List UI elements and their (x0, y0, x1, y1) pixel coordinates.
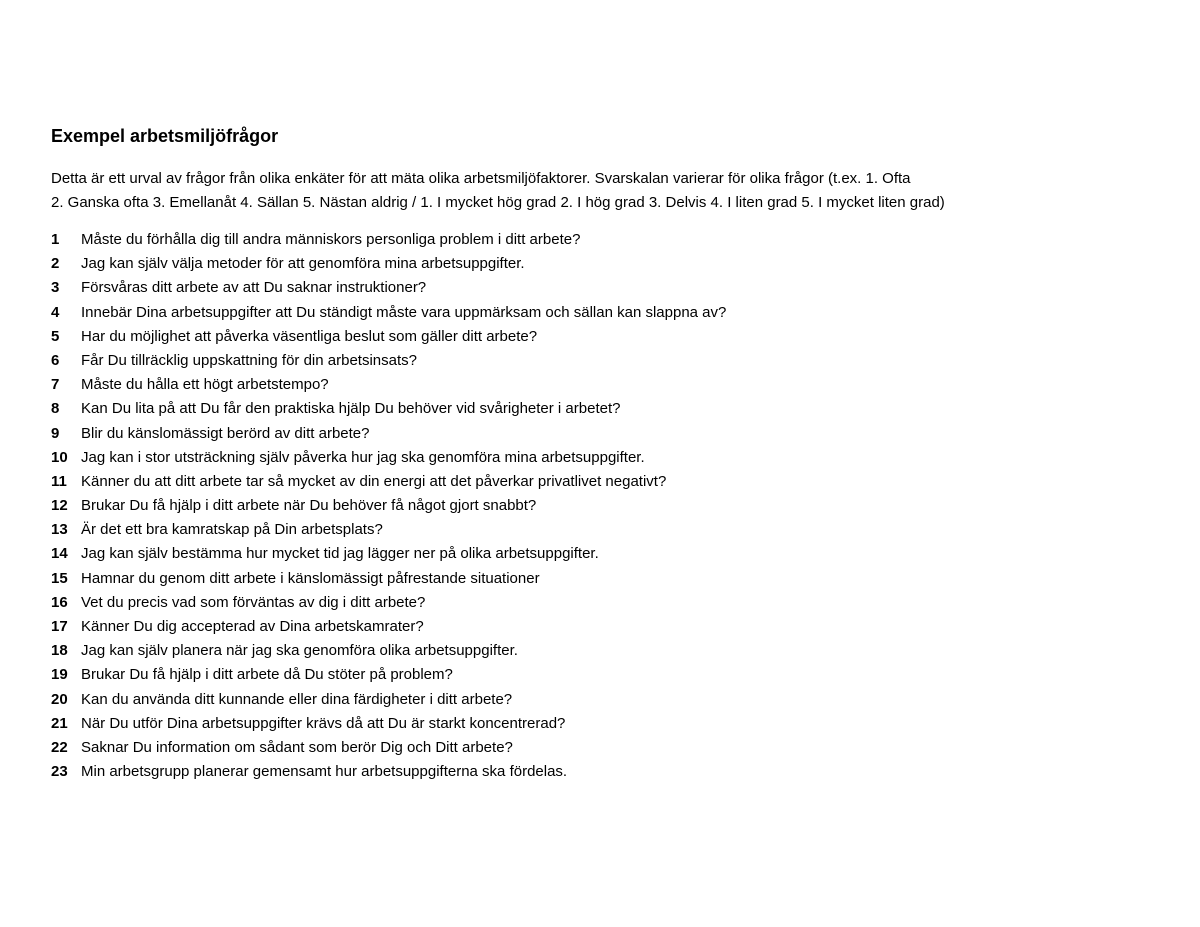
question-item (51, 397, 1161, 421)
question-number: 7 (51, 376, 60, 394)
question-number: 4 (51, 303, 60, 321)
question-item (51, 639, 1161, 663)
question-text: Har du möjlighet att påverka väsentliga beslut som gäller ditt arbete? (81, 327, 538, 345)
question-number: 18 (51, 642, 68, 660)
question-text: Är det ett bra kamratskap på Din arbetsplats? (81, 521, 383, 539)
question-number: 20 (51, 690, 68, 708)
question-item (51, 325, 1161, 349)
question-list (51, 228, 1161, 784)
question-number: 13 (51, 521, 68, 539)
question-item (51, 663, 1161, 687)
question-item (51, 373, 1161, 397)
question-text: Kan Du lita på att Du får den praktiska hjälp Du behöver vid svårigheter i arbetet? (81, 400, 621, 418)
question-item (51, 228, 1161, 252)
question-number: 1 (51, 231, 60, 248)
question-number: 21 (51, 714, 68, 732)
question-text: Jag kan själv planera när jag ska genomföra olika arbetsuppgifter. (81, 642, 518, 660)
question-text: Brukar Du få hjälp i ditt arbete när Du behöver få något gjort snabbt? (81, 497, 537, 515)
question-item (51, 760, 1161, 784)
question-item (51, 494, 1161, 518)
question-item (51, 470, 1161, 494)
question-item (51, 252, 1161, 276)
question-item (51, 736, 1161, 760)
question-number: 8 (51, 400, 60, 418)
question-number: 5 (51, 327, 60, 345)
question-text: Måste du förhålla dig till andra människors personliga problem i ditt arbete? (81, 231, 581, 248)
question-item (51, 301, 1161, 325)
question-item (51, 615, 1161, 639)
question-text: Jag kan själv välja metoder för att genomföra mina arbetsuppgifter. (81, 255, 525, 273)
question-number: 2 (51, 255, 60, 273)
question-number: 11 (51, 472, 67, 490)
question-number: 16 (51, 593, 68, 611)
question-item (51, 518, 1161, 542)
question-text: Hamnar du genom ditt arbete i känslomässigt påfrestande situationer (81, 569, 540, 587)
question-item (51, 446, 1161, 470)
question-item (51, 542, 1161, 566)
question-text: Blir du känslomässigt berörd av ditt arbete? (81, 424, 370, 442)
question-text: Känner Du dig accepterad av Dina arbetskamrater? (81, 618, 424, 635)
question-number: 15 (51, 569, 68, 587)
document-page (51, 124, 1161, 784)
question-number: 22 (51, 738, 68, 756)
question-text: Känner du att ditt arbete tar så mycket av din energi att det påverkar privatlivet negativt? (81, 472, 667, 490)
question-item (51, 688, 1161, 712)
question-text: Försvåras ditt arbete av att Du saknar instruktioner? (81, 279, 427, 297)
question-item (51, 712, 1161, 736)
question-number: 10 (51, 448, 68, 466)
question-item (51, 591, 1161, 615)
question-number: 3 (51, 279, 60, 297)
question-text: Innebär Dina arbetsuppgifter att Du ständigt måste vara uppmärksam och sällan kan slappna av? (81, 303, 727, 321)
question-text: Brukar Du få hjälp i ditt arbete då Du stöter på problem? (81, 666, 453, 684)
question-text: Saknar Du information om sådant som berör Dig och Ditt arbete? (81, 738, 513, 756)
intro-line: Detta är ett urval av frågor från olika enkäter för att mäta olika arbetsmiljöfaktorer. Svarskalan varierar för olika frågor (t.ex. 1. Ofta (51, 170, 911, 187)
question-text: När Du utför Dina arbetsuppgifter krävs då att Du är starkt koncentrerad? (81, 714, 566, 732)
question-item (51, 349, 1161, 373)
question-number: 9 (51, 424, 60, 442)
question-text: Jag kan själv bestämma hur mycket tid jag lägger ner på olika arbetsuppgifter. (81, 545, 599, 563)
question-text: Vet du precis vad som förväntas av dig i ditt arbete? (81, 593, 426, 611)
question-text: Kan du använda ditt kunnande eller dina färdigheter i ditt arbete? (81, 690, 513, 708)
question-item (51, 276, 1161, 300)
question-text: Får Du tillräcklig uppskattning för din arbetsinsats? (81, 351, 417, 369)
question-text: Måste du hålla ett högt arbetstempo? (81, 376, 329, 394)
page-title: Exempel arbetsmiljöfrågor (51, 126, 279, 146)
question-number: 19 (51, 666, 68, 684)
intro-paragraph (51, 167, 1161, 215)
question-number: 6 (51, 351, 60, 369)
question-number: 14 (51, 545, 68, 563)
intro-line: 2. Ganska ofta 3. Emellanåt 4. Sällan 5. Nästan aldrig / 1. I mycket hög grad 2. I hög grad 3. Delvis 4. I liten grad 5. I mycket liten grad) (51, 194, 945, 211)
question-number: 17 (51, 618, 68, 635)
question-number: 23 (51, 763, 68, 781)
question-number: 12 (51, 497, 68, 515)
question-text: Jag kan i stor utsträckning själv påverka hur jag ska genomföra mina arbetsuppgifter. (81, 448, 645, 466)
question-item (51, 422, 1161, 446)
question-text: Min arbetsgrupp planerar gemensamt hur arbetsuppgifterna ska fördelas. (81, 763, 568, 781)
question-item (51, 567, 1161, 591)
